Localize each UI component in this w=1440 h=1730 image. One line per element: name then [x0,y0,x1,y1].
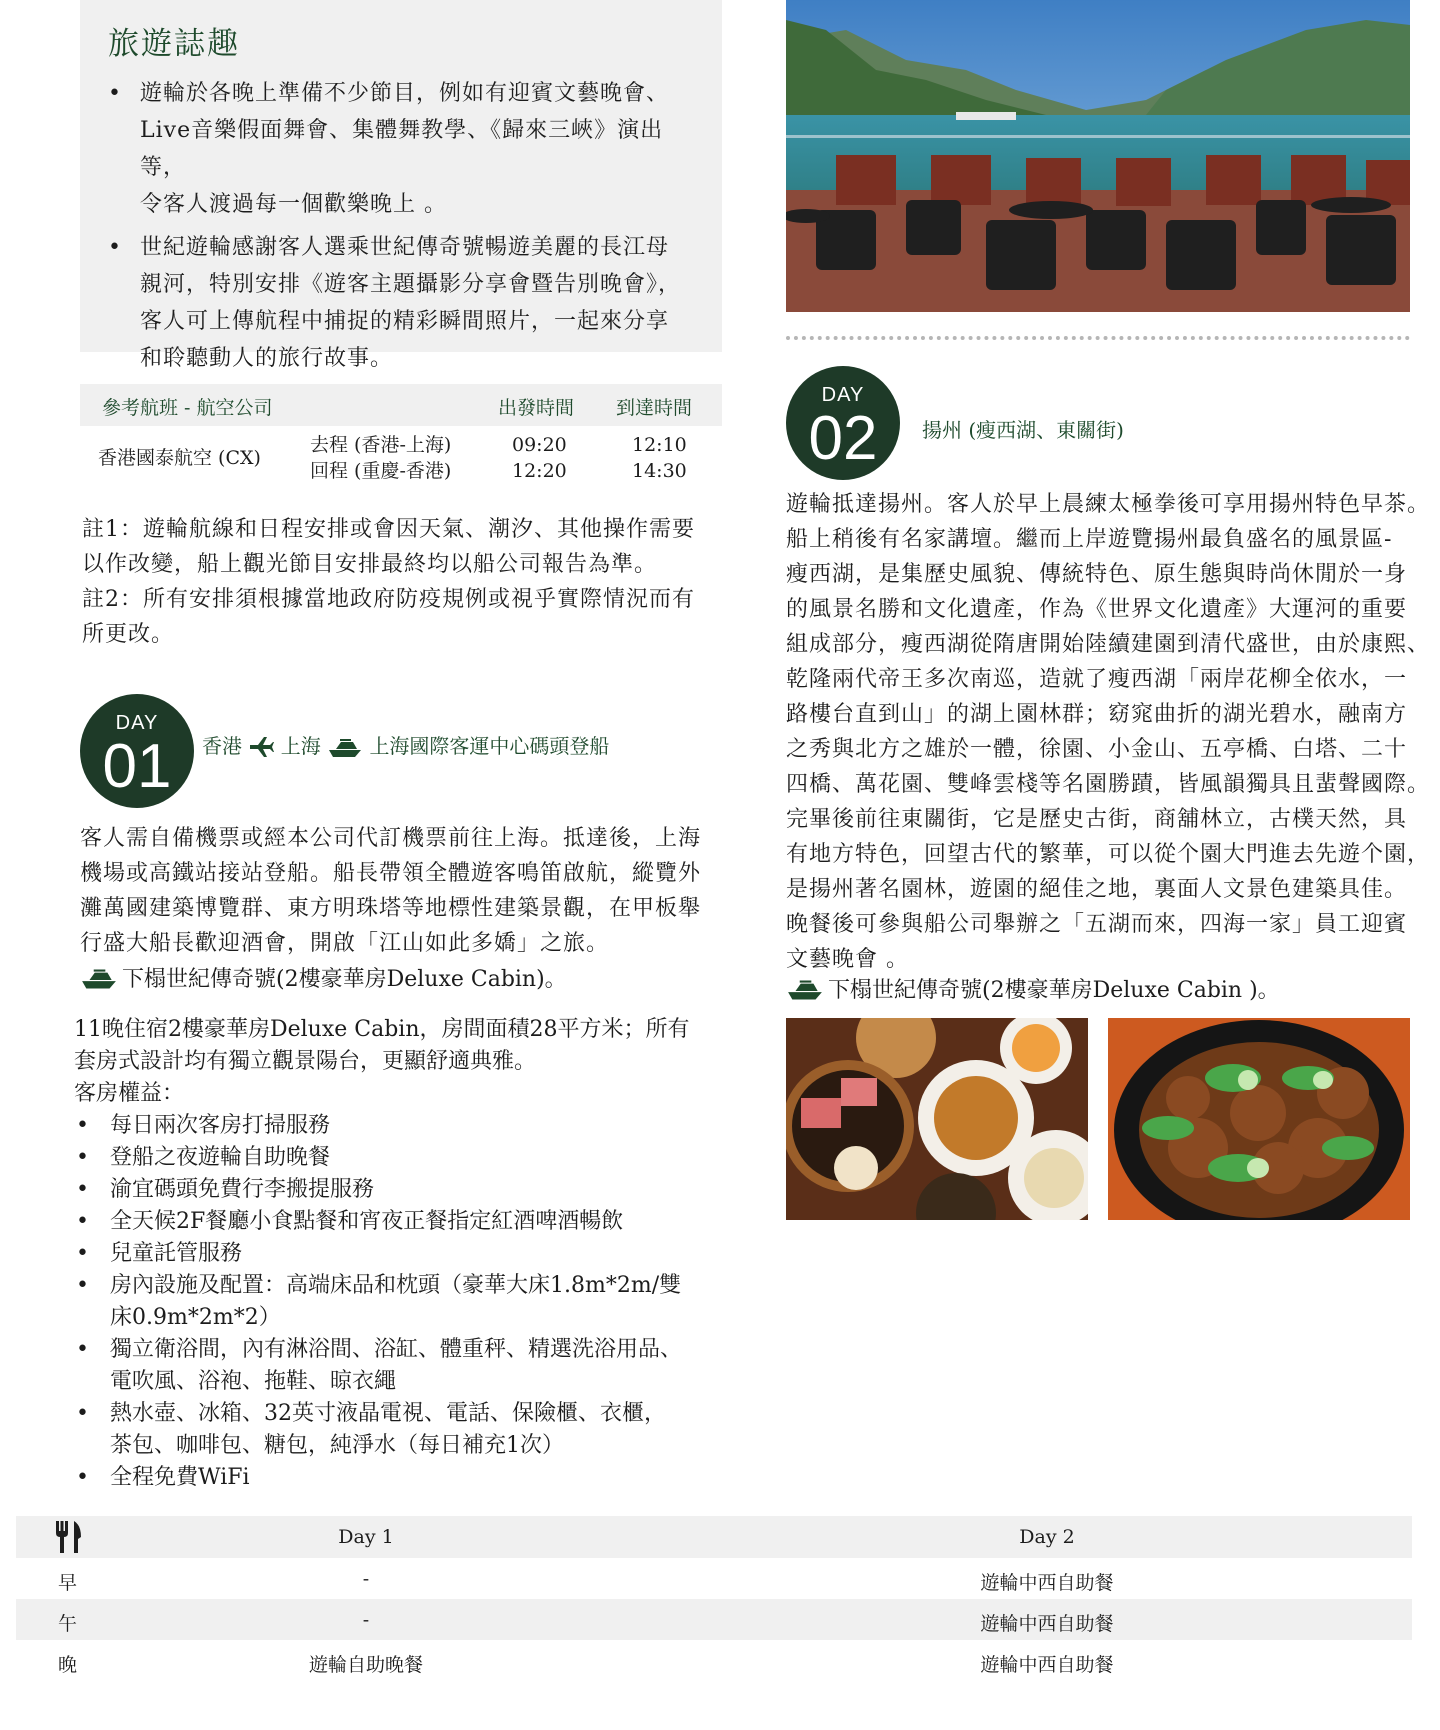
meals-header [16,1516,1412,1558]
day2-badge [786,366,900,480]
note-1: 註1：遊輪航線和日程安排或會因天氣、潮汐、其他操作需要 以作改變，船上觀光節目安排最終均以船公司報告為準。 [82,517,695,577]
meal-label: 早 [58,1572,78,1594]
route-destination: 上海 [280,734,321,758]
flight-table-header [80,384,722,426]
meal-day2: 遊輪中西自助餐 [980,1613,1114,1635]
airline-name: 香港國泰航空 (CX) [98,447,261,469]
ship-icon [80,968,118,990]
dim-sum-photo [786,1018,1088,1220]
dim-sum-illustration [786,1018,1088,1220]
leg-depart: 09:20 [512,434,567,456]
ship-icon [786,979,824,1001]
meals-table [16,1516,1412,1681]
ship-icon [327,738,363,758]
leg-depart: 12:20 [512,460,567,482]
route-origin: 香港 [202,734,242,758]
day-number: 01 [102,732,172,801]
meal-col-day1: Day 1 [338,1526,394,1548]
leg-route: 去程 (香港-上海) [310,434,452,456]
benefit-item: • 全天候2F餐廳小食點餐和宵夜正餐指定紅酒啤酒暢飲 [74,1206,734,1238]
benefits-list [74,1110,734,1494]
room-intro: 11晚住宿2樓豪華房Deluxe Cabin，房間面積28平方米；所有 套房式設計均有獨立觀景陽台，更顯舒適典雅。 [74,1017,690,1074]
benefit-item: • 全程免費WiFi [74,1462,734,1494]
leg-arrive: 14:30 [632,460,687,482]
meal-row-lunch [16,1599,1412,1640]
airplane-icon [248,736,274,758]
header-arrive: 到達時間 [616,397,693,419]
meal-day2: 遊輪中西自助餐 [980,1572,1114,1594]
section-divider [786,336,1410,340]
day2-route: 揚州 (瘦西湖、東關街) [922,418,1124,442]
lion-head-meatball-photo [1108,1018,1410,1220]
leg-route: 回程 (重慶-香港) [310,460,452,482]
leg-arrive: 12:10 [632,434,687,456]
meal-label: 午 [58,1613,78,1635]
meal-day1: 遊輪自助晚餐 [308,1654,423,1676]
header-airline: 參考航班 - 航空公司 [102,397,273,419]
notes [82,512,722,652]
note-2: 註2：所有安排須根據當地政府防疫規例或視乎實際情況而有 所更改。 [82,587,695,647]
day1-badge [80,694,194,808]
benefits-label: 客房權益： [74,1081,185,1106]
meal-day2: 遊輪中西自助餐 [980,1654,1114,1676]
meal-row-dinner [16,1640,1412,1681]
flight-table [80,384,722,490]
benefit-item: • 每日兩次客房打掃服務 [74,1110,734,1142]
header-depart: 出發時間 [498,397,575,419]
meal-day1: - [362,1568,370,1590]
meal-col-day2: Day 2 [1019,1526,1075,1548]
benefit-item: • 渝宜碼頭免費行李搬提服務 [74,1174,734,1206]
benefit-item: • 獨立衛浴間，內有淋浴間、浴缸、體重秤、精選洗浴用品、 電吹風、浴袍、拖鞋、晾衣繩 [74,1334,734,1398]
flight-table-row [80,426,722,490]
day2-cruise-line: 下榻世紀傳奇號(2樓豪華房Deluxe Cabin )。 [786,973,1280,1008]
route-pier: 上海國際客運中心碼頭登船 [369,734,610,758]
room-section [74,1014,734,1494]
meal-row-breakfast [16,1558,1412,1599]
day-word: DAY [821,384,865,406]
day1-description: 客人需自備機票或經本公司代訂機票前往上海。抵達後，上海 機場或高鐵站接站登船。船長帶領全體遊客鳴笛啟航，縱覽外 灘萬國建築博覽群、東方明珠塔等地標性建築景觀，在甲板舉 行盛大船長歡迎酒會，開啟「江山如此多嬌」之旅。 [80,826,702,956]
highlights-box [80,0,722,371]
highlights-title: 旅遊誌趣 [108,26,240,62]
day1-cruise-line: 下榻世紀傳奇號(2樓豪華房Deluxe Cabin)。 [80,962,567,997]
benefit-item: • 兒童託管服務 [74,1238,734,1270]
benefit-item: • 熱水壺、冰箱、32英寸液晶電視、電話、保險櫃、衣櫃， 茶包、咖啡包、糖包，純淨水（每日補充1次） [74,1398,734,1462]
highlights-list [108,75,696,377]
day1-route [202,730,609,759]
cruise-deck-illustration [786,0,1410,312]
meatball-illustration [1108,1018,1410,1220]
cruise-deck-photo [786,0,1410,312]
day-word: DAY [115,712,159,734]
highlight-item: • 遊輪於各晚上準備不少節目，例如有迎賓文藝晚會、 Live音樂假面舞會、集體舞教學、《歸來三峽》演出等， 令客人渡過每一個歡樂晚上 。 [108,75,696,223]
day2-description: 遊輪抵達揚州。客人於早上晨練太極拳後可享用揚州特色早茶。 船上稍後有名家講壇。繼而上岸遊覽揚州最負盛名的風景區- 瘦西湖，是集歷史風貌、傳統特色、原生態與時尚休閒於一身 的風景名勝和文化遺產，作為《世界文化遺產》大運河的重要 組成部分，瘦西湖從隋唐開始陸續建園到清代盛世，由於康熙、 乾隆兩代帝王多次南巡，造就了瘦西湖「兩岸花柳全依水，一 路樓台直到山」的湖上園林群；窈窕曲折的湖光碧水，融南方 之秀與北方之雄於一體，徐園、小金山、五亭橋、白塔、二十 四橋、萬花園、雙峰雲棧等名園勝蹟，皆風韻獨具且蜚聲國際。 完畢後前往東關街，它是歷史古街，商舖林立，古樸天然，具 有地方特色，回望古代的繁華，可以從个園大門進去先遊个園， 是揚州著名園林，遊園的絕佳之地，裏面人文景色建築具佳。 晚餐後可參與船公司舉辦之「五湖而來，四海一家」員工迎賓 文藝晚會 。 [786,492,1431,972]
highlight-item: • 世紀遊輪感謝客人選乘世紀傳奇號暢遊美麗的長江母 親河，特別安排《遊客主題攝影分享會暨告別晚會》， 客人可上傳航程中捕捉的精彩瞬間照片，一起來分享 和聆聽動人的旅行故事。 [108,229,696,377]
meal-day1: - [362,1609,370,1631]
benefit-item: • 登船之夜遊輪自助晚餐 [74,1142,734,1174]
benefit-item: • 房內設施及配置：高端床品和枕頭（豪華大床1.8m*2m/雙 床0.9m*2m*2） [74,1270,734,1334]
meal-label: 晚 [58,1654,78,1676]
day-number: 02 [808,404,878,473]
